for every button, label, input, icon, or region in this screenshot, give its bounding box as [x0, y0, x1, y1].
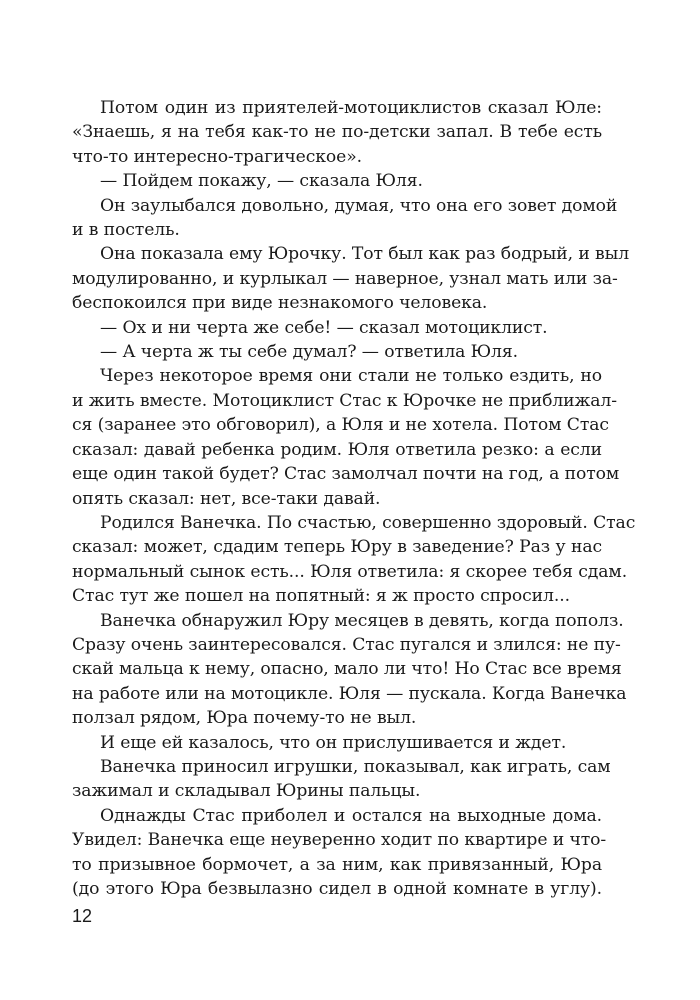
- text-line: Сразу очень заинтересовался. Стас пугался и злился: не пу-: [72, 634, 621, 655]
- text-line: Однажды Стас приболел и остался на выходные дома.: [100, 805, 602, 826]
- text-line: и в постель.: [72, 220, 180, 241]
- text-line: Родился Ванечка. По счастью, совершенно здоровый. Стас: [100, 512, 636, 533]
- page-number: 12: [72, 906, 93, 926]
- text-line: и жить вместе. Мотоциклист Стас к Юрочке не приближал-: [72, 390, 617, 411]
- text-line: зажимал и складывал Юрины пальцы.: [72, 781, 421, 802]
- text-line: Она показала ему Юрочку. Тот был как раз бодрый, и выл: [100, 244, 630, 265]
- text-line: (до этого Юра безвылазно сидел в одной комнате в углу).: [72, 879, 602, 899]
- paragraph: [72, 242, 630, 315]
- text-line: Стас тут же пошел на попятный: я ж просто спросил...: [72, 586, 570, 607]
- text-line: Через некоторое время они стали не только ездить, но: [100, 366, 602, 387]
- paragraph: [72, 364, 620, 510]
- text-line: беспокоился при виде незнакомого человека.: [72, 293, 488, 314]
- text-line: И еще ей казалось, что он прислушивается и ждет.: [100, 732, 567, 753]
- text-line: на работе или на мотоцикле. Юля — пускала. Когда Ванечка: [72, 683, 627, 704]
- paragraph: [72, 755, 611, 804]
- paragraph: [72, 511, 636, 609]
- text-line: модулированно, и курлыкал — наверное, узнал мать или за-: [72, 268, 618, 289]
- text-line: Он заулыбался довольно, думая, что она его зовет домой: [100, 195, 618, 216]
- paragraph: [72, 731, 602, 755]
- paragraph: [72, 804, 607, 902]
- paragraph: [72, 340, 602, 364]
- text-line: Ванечка обнаружил Юру месяцев в девять, когда пополз.: [100, 610, 624, 631]
- paragraph: [72, 609, 627, 731]
- text-line: сказал: давай ребенка родим. Юля ответила резко: а если: [72, 439, 602, 460]
- text-line: скай мальца к нему, опасно, мало ли что! Но Стас все время: [72, 659, 622, 680]
- paragraph: [72, 169, 602, 193]
- body-text: [72, 96, 636, 901]
- text-line: что-то интересно-трагическое».: [72, 146, 362, 167]
- text-line: ся (заранее это обговорил), а Юля и не хотела. Потом Стас: [72, 415, 609, 436]
- text-line: — А черта ж ты себе думал? — ответила Юля.: [100, 342, 518, 363]
- paragraph: [72, 96, 602, 169]
- text-line: опять сказал: нет, все-таки давай.: [72, 488, 381, 509]
- text-line: нормальный сынок есть... Юля ответила: я скорее тебя сдам.: [72, 561, 628, 582]
- text-line: то призывное бормочет, а за ним, как привязанный, Юра: [72, 854, 602, 875]
- text-line: еще один такой будет? Стас замолчал почти на год, а потом: [72, 464, 620, 485]
- text-line: — Пойдем покажу, — сказала Юля.: [100, 171, 423, 192]
- paragraph: [72, 194, 618, 243]
- text-line: — Ох и ни черта же себе! — сказал мотоциклист.: [100, 317, 548, 338]
- paragraph: [72, 316, 602, 340]
- text-line: «Знаешь, я на тебя как-то не по-детски запал. В тебе есть: [72, 122, 602, 143]
- text-line: Потом один из приятелей-мотоциклистов сказал Юле:: [100, 98, 602, 118]
- text-line: Ванечка приносил игрушки, показывал, как играть, сам: [100, 756, 611, 777]
- text-line: ползал рядом, Юра почему-то не выл.: [72, 708, 417, 729]
- text-line: сказал: может, сдадим теперь Юру в заведение? Раз у нас: [72, 537, 602, 558]
- text-line: Увидел: Ванечка еще неуверенно ходит по квартире и что-: [72, 830, 607, 851]
